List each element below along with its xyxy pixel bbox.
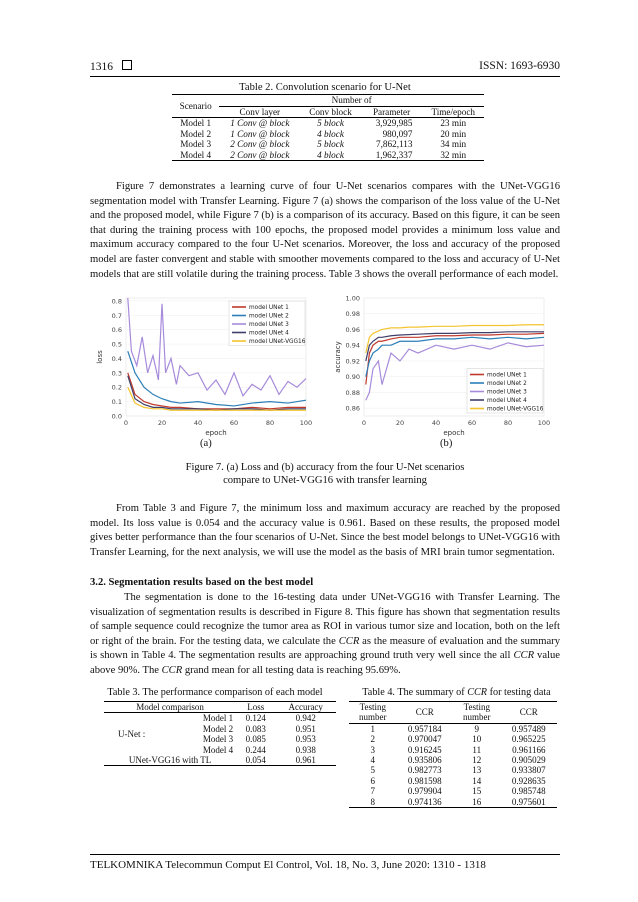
loss-ytick-label: 0.2 — [111, 383, 122, 392]
table-row: Model 3 0.085 0.953 — [202, 734, 316, 745]
table3 — [104, 701, 336, 766]
table-row: 4 0.935806 12 0.905029 — [370, 755, 546, 766]
loss-xtick-label: 80 — [265, 419, 275, 427]
acc-ytick-label: 0.86 — [345, 404, 360, 413]
loss-ytick-label: 0.0 — [111, 412, 122, 421]
acc-ytick-label: 0.88 — [345, 388, 360, 397]
unet-label: U-Net : — [118, 729, 146, 740]
table-row: Model 2 0.083 0.951 — [202, 723, 316, 734]
acc-xtick-label: 0 — [361, 419, 367, 427]
table-row: 5 0.982773 13 0.933807 — [370, 765, 546, 776]
table3-caption: Table 3. The performance comparison of each model — [107, 687, 323, 698]
table4-caption: Table 4. The summary of CCR for testing data — [362, 687, 551, 698]
loss-xtick-label: 20 — [157, 419, 167, 427]
loss-chart-area — [96, 297, 312, 437]
checkbox-square-icon — [122, 60, 132, 70]
loss-xtick-label: 60 — [229, 419, 239, 427]
header-rule — [90, 76, 560, 77]
figure-label-b: (b) — [440, 438, 453, 449]
table-row: Model 4 2 Conv @ block 4 block 1,962,337 32 min — [172, 150, 484, 161]
loss-legend-label: model UNet 3 — [249, 322, 289, 329]
acc-ytick-label: 0.90 — [345, 373, 360, 382]
acc-legend-label: model UNet 2 — [487, 381, 527, 388]
accuracy-chart-area — [334, 295, 550, 438]
t2-head-block: Conv block — [300, 106, 360, 118]
t4-head-ccr-2: CCR — [519, 707, 538, 718]
table2 — [172, 94, 484, 161]
t3-head-acc: Accuracy — [288, 702, 323, 712]
acc-ytick-label: 0.94 — [345, 341, 360, 350]
accuracy-chart — [330, 292, 556, 452]
acc-xtick-label: 60 — [467, 419, 477, 427]
figure-label-a: (a) — [200, 438, 212, 449]
figure7-caption-1: Figure 7. (a) Loss and (b) accuracy from the four U-Net scenarios — [185, 462, 465, 473]
t2-head-scenario: Scenario — [172, 95, 219, 118]
loss-ylabel: loss — [96, 350, 104, 364]
loss-legend-label: model UNet-VGG16 — [249, 339, 306, 346]
acc-legend-label: model UNet 3 — [487, 389, 527, 396]
paragraph-1: Figure 7 demonstrates a learning curve of four U-Net scenarios compares with the UNet-VGG16 segmentation model with Transfer Learning. Figure 7 (a) shows the comparison of the loss value of the U-Net and the proposed model, while Figure 7 (b) is a comparison of its accuracy. Based on this figure, it can be seen that during the training process with 100 epochs, the proposed model provides a minimum loss value and maximum accuracy compared to the four U-Net scenarios. Moreover, the loss and accuracy of the proposed model are faster convergent and stable with smoother movements compared to the loss and accuracy of U-Net models that are still volatile during the training process. Table 3 shows the overall performance of each model. — [90, 181, 560, 280]
table-row: 3 0.916245 11 0.961166 — [370, 744, 546, 755]
footer-text: TELKOMNIKA Telecommun Comput El Control, Vol. 18, No. 3, June 2020: 1310 - 1318 — [90, 859, 486, 871]
loss-ytick-label: 0.7 — [111, 311, 122, 320]
table-row: 8 0.974136 16 0.975601 — [349, 797, 557, 808]
acc-xtick-label: 80 — [503, 419, 513, 427]
table-row: U-Net : Model 1 0.124 0.942 — [104, 713, 336, 724]
loss-ytick-label: 0.3 — [111, 369, 122, 378]
loss-ytick-label: 0.1 — [111, 398, 122, 407]
loss-legend-label: model UNet 4 — [249, 330, 289, 337]
loss-xtick-label: 100 — [299, 419, 313, 427]
acc-legend-label: model UNet 1 — [487, 372, 527, 379]
t3-head-model: Model comparison — [136, 702, 204, 712]
footer-rule — [90, 854, 560, 855]
table4 — [349, 701, 557, 808]
t2-head-group: Number of — [219, 95, 484, 107]
acc-legend-label: model UNet 4 — [487, 398, 527, 405]
acc-xtick-label: 40 — [431, 419, 441, 427]
loss-chart — [92, 292, 318, 452]
issn: ISSN: 1693-6930 — [479, 60, 560, 72]
table2-caption: Table 2. Convolution scenario for U-Net — [239, 82, 411, 93]
acc-ytick-label: 0.98 — [345, 310, 360, 319]
table-row: 7 0.979904 15 0.985748 — [370, 786, 546, 797]
page-number: 1316 — [90, 61, 113, 73]
loss-xtick-label: 0 — [123, 419, 129, 427]
figure7-caption-2: compare to UNet-VGG16 with transfer learning — [223, 475, 427, 486]
acc-ytick-label: 0.92 — [345, 357, 360, 366]
table-row: Model 3 2 Conv @ block 5 block 7,862,113 34 min — [180, 139, 467, 149]
table-row: 2 0.970047 10 0.965225 — [370, 734, 546, 745]
t4-head-testing-2: Testing number — [463, 702, 491, 723]
loss-legend-label: model UNet 1 — [249, 305, 289, 312]
table-row: 1 0.957184 9 0.957489 — [370, 723, 546, 734]
paragraph-3: The segmentation is done to the 16-testing data under UNet-VGG16 with Transfer Learning. The visualization of segmentation results is described in Figure 8. This figure has shown that segmentation results of sample sequence could recognize the tumor area as ROI in various tumor size and location, both on the left or right of the brain. For the testing data, we calculate the CCR as the measure of evaluation and the summary is shown in Table 4. The segmentation results are approaching ground truth very well since the all CCR value above 90%. The CCR grand mean for all testing data is reaching 95.69%. — [90, 592, 561, 676]
acc-ytick-label: 1.00 — [345, 294, 360, 303]
table-row: UNet-VGG16 with TL 0.054 0.961 — [104, 755, 336, 766]
loss-ytick-label: 0.6 — [111, 326, 122, 335]
table-row: Model 1 1 Conv @ block 5 block 3,929,985 23 min — [172, 118, 484, 129]
t2-head-layer: Conv layer — [219, 106, 300, 118]
acc-ylabel: accuracy — [334, 341, 342, 373]
t4-head-testing-1: Testing number — [359, 702, 387, 723]
page-header-left — [90, 60, 132, 73]
acc-xtick-label: 20 — [395, 419, 405, 427]
t2-head-time: Time/epoch — [422, 106, 484, 118]
table-row: Model 2 1 Conv @ block 4 block 980,097 20 min — [180, 128, 467, 139]
loss-xlabel: epoch — [205, 429, 227, 437]
loss-ytick-label: 0.4 — [111, 354, 122, 363]
paragraph-2: From Table 3 and Figure 7, the minimum loss and maximum accuracy are reached by the proposed model. Its loss value is 0.054 and the accuracy value is 0.961. Based on these results, the proposed model gives better performance than the four scenarios of U-Net. Since the best model belongs to UNet-VGG16 with Transfer Learning, for the next analysis, we will use the model as the basis of MRI brain tumor segmentation. — [90, 503, 560, 558]
t4-head-ccr-1: CCR — [415, 707, 434, 718]
table-row: 6 0.981598 14 0.928635 — [370, 775, 546, 786]
loss-xtick-label: 40 — [193, 419, 203, 427]
loss-ytick-label: 0.5 — [111, 340, 122, 349]
table-row: Model 4 0.244 0.938 — [202, 744, 316, 755]
loss-ytick-label: 0.8 — [111, 297, 122, 306]
acc-xtick-label: 100 — [537, 419, 551, 427]
t2-head-param: Parameter — [361, 106, 423, 118]
acc-ytick-label: 0.96 — [345, 325, 360, 334]
t3-head-loss: Loss — [247, 702, 265, 712]
acc-legend-label: model UNet-VGG16 — [487, 406, 544, 413]
acc-xlabel: epoch — [443, 429, 465, 437]
section-heading: 3.2. Segmentation results based on the best model — [90, 577, 314, 588]
loss-legend-label: model UNet 2 — [249, 313, 289, 320]
